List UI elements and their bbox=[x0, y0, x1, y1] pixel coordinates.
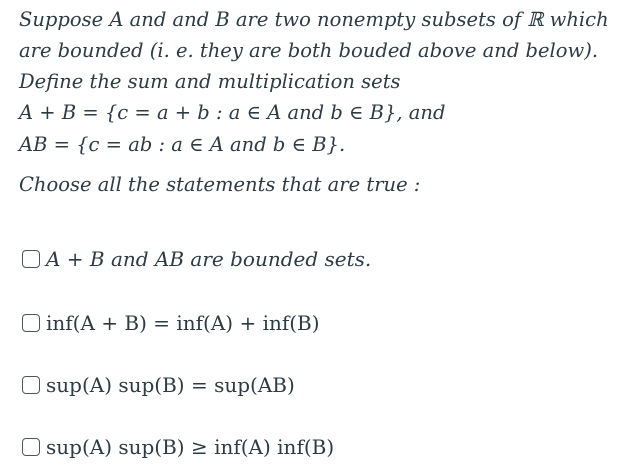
answer-option-3-label: sup(A) sup(B) = sup(AB) bbox=[46, 373, 295, 397]
checkbox-option-3[interactable] bbox=[22, 376, 40, 394]
answer-option-3[interactable] bbox=[22, 371, 295, 399]
question-line-3: Define the sum and multiplication sets bbox=[19, 70, 401, 93]
product-set-definition: AB = {c = ab : a ∈ A and b ∈ B}. bbox=[19, 133, 346, 156]
answer-option-1-label: A + B and AB are bounded sets. bbox=[46, 247, 372, 271]
answer-option-2[interactable] bbox=[22, 309, 320, 337]
sum-set-definition: A + B = {c = a + b : a ∈ A and b ∈ B}, and bbox=[19, 101, 446, 124]
checkbox-option-2[interactable] bbox=[22, 314, 40, 332]
question-line-2: are bounded (i. e. they are both bouded above and below). bbox=[19, 39, 599, 62]
answer-option-4[interactable] bbox=[22, 433, 334, 461]
question-instruction: Choose all the statements that are true : bbox=[19, 173, 421, 196]
checkbox-option-1[interactable] bbox=[22, 250, 40, 268]
answer-option-4-label: sup(A) sup(B) ≥ inf(A) inf(B) bbox=[46, 435, 335, 459]
question-line-1: Suppose A and and B are two nonempty subsets of ℝ which bbox=[19, 8, 609, 31]
checkbox-option-4[interactable] bbox=[22, 438, 40, 456]
answer-option-1[interactable] bbox=[22, 245, 371, 273]
answer-option-2-label: inf(A + B) = inf(A) + inf(B) bbox=[46, 311, 320, 335]
question-text bbox=[0, 0, 629, 205]
